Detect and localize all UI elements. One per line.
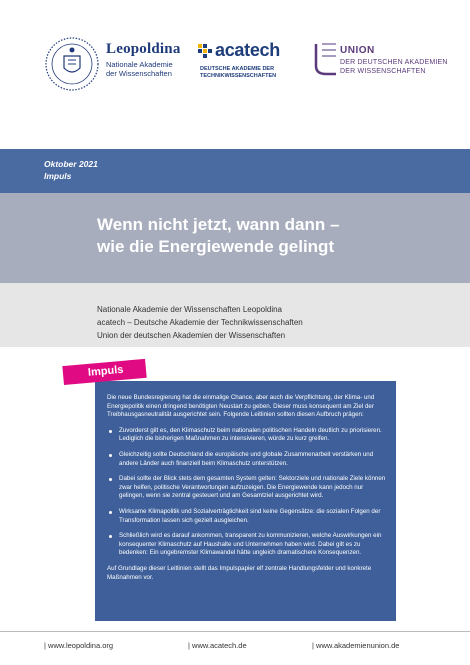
date-band [0, 149, 470, 193]
footer-link-akademienunion[interactable]: | www.akademienunion.de [312, 641, 400, 650]
guideline-item: Schließlich wird es darauf ankommen, transparent zu kommunizieren, welche Auswirkungen ein konsequenter Klimaschutz auf Haushalte und Unternehmen haben wird. Dabei gilt es zu bedenken: Ein ungebremster Klimawandel hätte ungleich dramatischere Konsequenzen. [107, 532, 386, 558]
publication-date: Oktober 2021 [44, 159, 98, 169]
union-sub-line2: DER WISSENSCHAFTEN [340, 68, 426, 75]
acatech-subtitle [200, 66, 276, 80]
impuls-tag: Impuls [62, 359, 146, 385]
impuls-summary-box [95, 381, 396, 621]
author-line: Union der deutschen Akademien der Wissenschaften [97, 331, 286, 340]
union-logo[interactable] [314, 42, 454, 92]
union-name: UNION [340, 45, 375, 56]
title-band [0, 193, 470, 283]
guideline-item: Gleichzeitig sollte Deutschland die europäische und globale Zusammenarbeit verstärken und andere Länder auch finanziell beim Klimaschutz unterstützen. [107, 451, 386, 468]
author-line: Nationale Akademie der Wissenschaften Leopoldina [97, 305, 283, 314]
leopoldina-seal-icon [44, 36, 100, 92]
logo-row [0, 0, 470, 110]
union-mark-icon [314, 42, 338, 76]
guideline-list [107, 427, 386, 558]
leopoldina-logo[interactable] [44, 36, 184, 96]
leopoldina-name: Leopoldina [106, 41, 181, 57]
footer-link-leopoldina[interactable]: | www.leopoldina.org [44, 641, 114, 650]
guideline-item: Zuvorderst gilt es, den Klimaschutz beim nationalen politischen Handeln deutlich zu priorisieren. Lediglich die bisherigen Maßnahmen zu intensivieren, würde zu kurz greifen. [107, 427, 386, 444]
guideline-item: Dabei sollte der Blick stets dem gesamten System gelten: Sektorziele und nationale Ziele können zwar helfen, politische Verantwortungen aufzuzeigen. Die Energiewende kann jedoch nur gelingen, wenn sie zentral gesteuert und am Gesamtziel ausgerichtet wird. [107, 475, 386, 501]
authors-band [0, 283, 470, 347]
acatech-name: acatech [215, 40, 280, 60]
summary-outro: Auf Grundlage dieser Leitlinien stellt das Impulspapier elf zentrale Handlungsfelder und konkrete Maßnahmen vor. [107, 564, 372, 581]
author-line: acatech – Deutsche Akademie der Technikwissenschaften [97, 318, 303, 327]
leopoldina-subtitle [106, 60, 173, 78]
title-line-1: Wenn nicht jetzt, wann dann – [97, 215, 340, 234]
acatech-sub-line1: DEUTSCHE AKADEMIE DER [200, 66, 275, 72]
union-subtitle [340, 58, 448, 76]
acatech-mark-icon [198, 44, 212, 60]
acatech-sub-line2: TECHNIKWISSENSCHAFTEN [200, 73, 277, 79]
union-sub-line1: DER DEUTSCHEN AKADEMIEN [340, 59, 448, 66]
acatech-logo[interactable] [198, 40, 308, 90]
footer [0, 631, 470, 665]
summary-intro: Die neue Bundesregierung hat die einmalige Chance, aber auch die Verpflichtung, der Klima- und Energiepolitik einen dringend benötigten Neustart zu geben. Dieser muss konsequent am Ziel der Treibhausgasneutralität ausgerichtet sein. Folgende Leitlinien sollten diesen Aufbruch prägen: [107, 394, 375, 419]
title-line-2: wie die Energiewende gelingt [97, 237, 335, 256]
publication-type: Impuls [44, 171, 72, 181]
leopoldina-sub-line2: der Wissenschaften [106, 69, 172, 78]
footer-link-acatech[interactable]: | www.acatech.de [188, 641, 247, 650]
guideline-item: Wirksame Klimapolitik und Sozialverträglichkeit sind keine Gegensätze: die sozialen Folgen der Transformation lassen sich gezielt ausgleichen. [107, 508, 386, 525]
leopoldina-sub-line1: Nationale Akademie [106, 60, 173, 69]
